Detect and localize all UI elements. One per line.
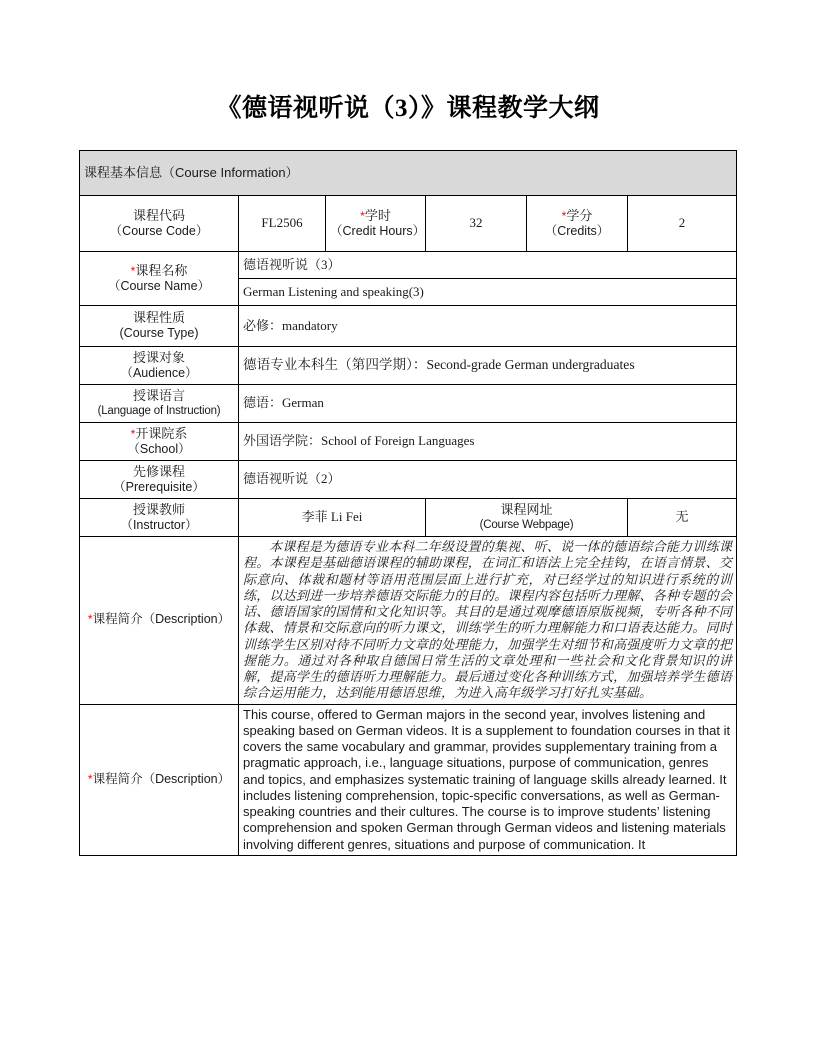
credits-value: 2 <box>628 196 737 252</box>
description-cn-label-en: （Description） <box>142 612 231 627</box>
table-row-description-cn <box>80 537 737 705</box>
audience-label <box>80 347 239 385</box>
table-row-course-type <box>80 306 737 347</box>
course-name-value-cn: 德语视听说（3） <box>239 252 737 279</box>
instructor-label-en: （Instructor） <box>120 517 198 532</box>
audience-label-en: （Audience） <box>120 365 198 380</box>
course-name-label-cn: 课程名称 <box>135 262 188 278</box>
credit-hours-label-cn: 学时 <box>364 207 391 223</box>
table-row-course-name-cn <box>80 252 737 279</box>
table-row-course-code <box>80 196 737 252</box>
course-webpage-value: 无 <box>628 499 737 537</box>
language-of-instruction-label <box>80 385 239 423</box>
prerequisite-value: 德语视听说（2） <box>239 461 737 499</box>
required-asterisk-icon: * <box>360 208 365 223</box>
school-label-en: （School） <box>127 441 191 456</box>
required-asterisk-icon: * <box>561 208 567 223</box>
instructor-value: 李菲 Li Fei <box>239 499 426 537</box>
table-row-school <box>80 423 737 461</box>
table-row-prerequisite <box>80 461 737 499</box>
description-cn-value: 本课程是为德语专业本科二年级设置的集视、听、说一体的德语综合能力训练课程。本课程是基础德语课程的辅助课程，在词汇和语法上完全挂钩，在语言情景、交际意向、体裁和题材等语用范围层面上进行扩充，对已经学过的知识进行系统的训练，以达到进一步培养德语交际能力的目的。课程内容包括听力理解、各种专题的会话、德语国家的国情和文化知识等。其目的是通过观摩德语原版视频，专听各种不同体裁、情景和交际意向的听力课文，训练学生的听力理解能力和口语表达能力。同时训练学生区别对待不同听力文章的处理能力，加强学生对细节和高强度听力文章的把握能力。通过对各种取自德国日常生活的文章处理和一些社会和文化背景知识的讲解，提高学生的德语听力理解能力。最后通过变化各种训练方式，加强培养学生德语综合运用能力，达到能用德语思维，为进入高年级学习打好扎实基础。 <box>239 537 737 705</box>
course-type-value: 必修：mandatory <box>239 306 737 347</box>
description-en-label-cn: 课程简介 <box>92 771 143 786</box>
course-name-label <box>80 252 239 306</box>
course-code-label-cn: 课程代码 <box>132 207 185 223</box>
credits-label-cn: 学分 <box>566 207 593 223</box>
table-row-description-en <box>80 704 737 855</box>
course-information-header: 课程基本信息（Course Information） <box>80 151 737 196</box>
course-type-label <box>80 306 239 347</box>
credit-hours-label-en: （Credit Hours） <box>330 223 426 238</box>
table-row-instructor <box>80 499 737 537</box>
audience-value: 德语专业本科生（第四学期）：Second-grade German undergraduates <box>239 347 737 385</box>
school-label <box>80 423 239 461</box>
description-cn-label-cn: 课程简介 <box>92 612 143 627</box>
prerequisite-label-cn: 先修课程 <box>132 463 185 479</box>
course-information-table <box>79 150 737 856</box>
school-value: 外国语学院：School of Foreign Languages <box>239 423 737 461</box>
prerequisite-label <box>80 461 239 499</box>
course-name-label-en: （Course Name） <box>107 278 211 293</box>
credits-label <box>527 196 628 252</box>
language-label-en: (Language of Instruction) <box>97 405 221 418</box>
course-webpage-label-cn: 课程网址 <box>500 502 553 518</box>
description-en-label-en: （Description） <box>142 771 231 786</box>
table-header-row <box>80 151 737 196</box>
language-label-cn: 授课语言 <box>132 388 185 404</box>
school-label-cn: 开课院系 <box>135 425 188 441</box>
audience-label-cn: 授课对象 <box>132 349 185 365</box>
required-asterisk-icon: * <box>130 426 136 441</box>
page-title: 《德语视听说（3）》课程教学大纲 <box>216 95 600 122</box>
credit-hours-label <box>326 196 426 252</box>
course-code-label <box>80 196 239 252</box>
table-row-language <box>80 385 737 423</box>
course-webpage-label <box>426 499 628 537</box>
description-cn-label <box>80 537 239 705</box>
description-en-value: This course, offered to German majors in the second year, involves listening and speaking based on German videos. It is a supplement to foundation courses in that it covers the same vocabulary and grammar, provides supplementary training from a pragmatic approach, i.e., language situations, purpose of communication, genres and topics, and emphasizes systematic training of language skills already learned. It includes listening comprehension, topic-specific conversations, as well as German-speaking countries and their cultures. The course is to improve students’ listening comprehension and spoken German through German videos and listening materials involving different genres, situations and purpose of communication. It <box>239 704 737 855</box>
instructor-label-cn: 授课教师 <box>132 501 185 517</box>
credit-hours-value: 32 <box>426 196 527 252</box>
course-webpage-label-en: (Course Webpage) <box>479 519 574 532</box>
table-row-audience <box>80 347 737 385</box>
course-type-label-cn: 课程性质 <box>132 310 185 326</box>
description-en-label <box>80 704 239 855</box>
required-asterisk-icon: * <box>87 612 93 627</box>
required-asterisk-icon: * <box>130 263 136 278</box>
course-type-label-en: (Course Type) <box>119 326 199 341</box>
course-code-label-en: （Course Code） <box>109 223 209 238</box>
instructor-label <box>80 499 239 537</box>
course-name-value-en: German Listening and speaking(3) <box>239 279 737 306</box>
language-value: 德语：German <box>239 385 737 423</box>
required-asterisk-icon: * <box>87 771 93 786</box>
course-code-value: FL2506 <box>239 196 326 252</box>
prerequisite-label-en: （Prerequisite） <box>113 479 205 494</box>
credits-label-en: （Credits） <box>544 223 610 238</box>
